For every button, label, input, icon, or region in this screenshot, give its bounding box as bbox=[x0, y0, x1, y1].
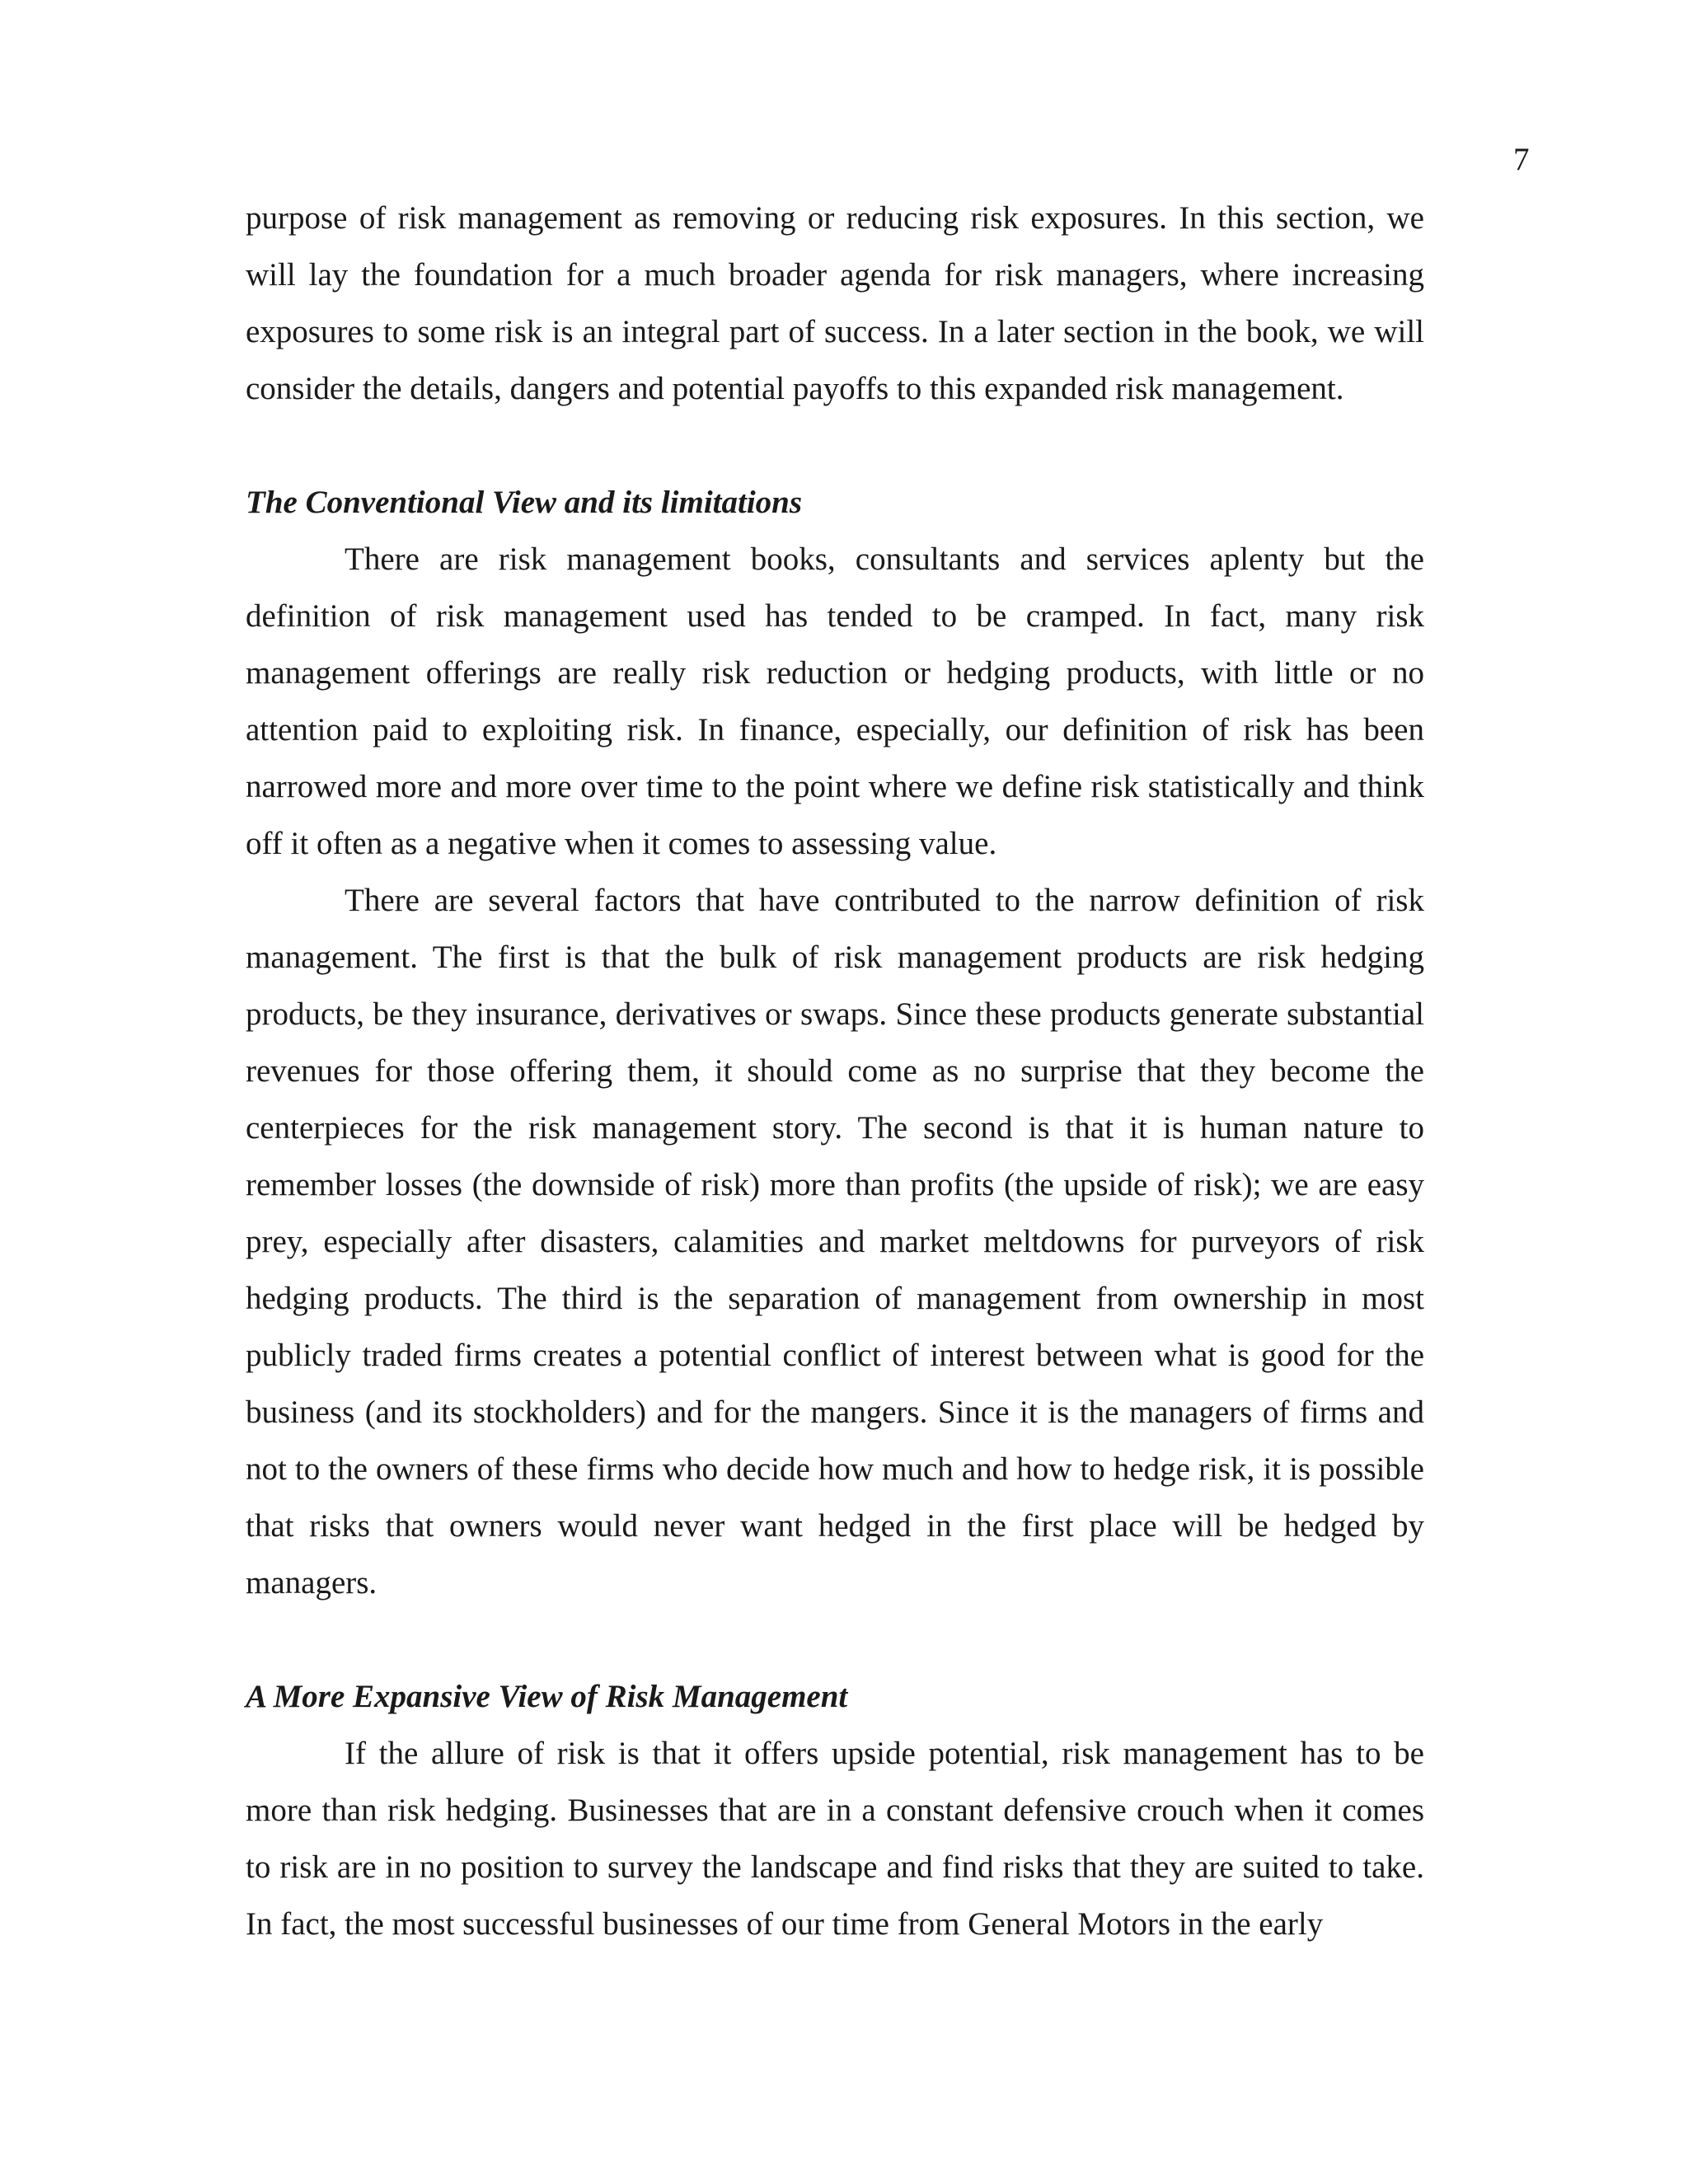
section-heading-conventional-view: The Conventional View and its limitations bbox=[246, 485, 803, 520]
paragraph-expansive-view: If the allure of risk is that it offers upside potential, risk management has to be more than risk hedging. Businesses that are in a constant defensive crouch when it comes to risk are in no position to survey the landscape and find risks that they are suited to take. In fact, the most successful businesses of our time from General Motors in the early bbox=[246, 1736, 1424, 1942]
section-heading-expansive-view: A More Expansive View of Risk Management bbox=[246, 1679, 848, 1714]
body-text bbox=[246, 190, 1424, 1952]
page-number: 7 bbox=[1513, 142, 1530, 177]
paragraph-conventional-view: There are risk management books, consultants and services aplenty but the definition of risk management used has tended to be cramped. In fact, many risk management offerings are really risk reduction or hedging products, with little or no attention paid to exploiting risk. In finance, especially, our definition of risk has been narrowed more and more over time to the point where we define risk statistically and think off it often as a negative when it comes to assessing value. bbox=[246, 541, 1424, 861]
paragraph-narrow-definition-factors: There are several factors that have contributed to the narrow definition of risk management. The first is that the bulk of risk management products are risk hedging products, be they insurance, derivatives or swaps. Since these products generate substantial revenues for those offering them, it should come as no surprise that they become the centerpieces for the risk management story. The second is that it is human nature to remember losses (the downside of risk) more than profits (the upside of risk); we are easy prey, especially after disasters, calamities and market meltdowns for purveyors of risk hedging products. The third is the separation of management from ownership in most publicly traded firms creates a potential conflict of interest between what is good for the business (and its stockholders) and for the mangers. Since it is the managers of firms and not to the owners of these firms who decide how much and how to hedge risk, it is possible that risks that owners would never want hedged in the first place will be hedged by managers. bbox=[246, 883, 1424, 1601]
paragraph-intro: purpose of risk management as removing or reducing risk exposures. In this section, we will lay the foundation for a much broader agenda for risk managers, where increasing exposures to some risk is an integral part of success. In a later section in the book, we will consider the details, dangers and potential payoffs to this expanded risk management. bbox=[246, 200, 1424, 406]
